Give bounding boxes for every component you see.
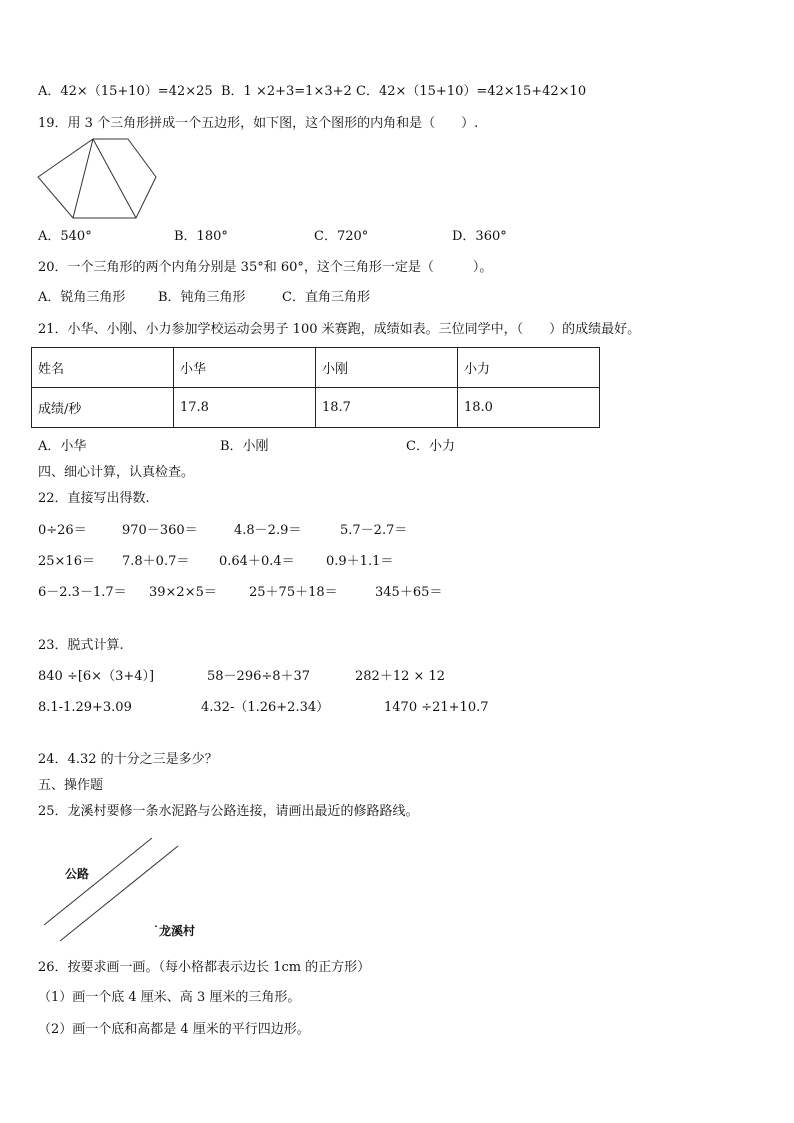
calc-item: 282＋12 × 12 <box>355 669 446 684</box>
road-label: 公路 <box>65 867 90 881</box>
q21-question: 21．小华、小刚、小力参加学校运动会男子 100 米赛跑，成绩如表。三位同学中，（ ）的成绩最好。 <box>38 322 641 337</box>
table-cell: 小华 <box>174 348 316 388</box>
road-line-1 <box>44 838 152 925</box>
table-cell: 小刚 <box>316 348 458 388</box>
q18-option-a: A．42×（15+10）=42×25 <box>38 84 213 99</box>
q19-option-b: B．180° <box>174 229 228 244</box>
q21-option-a: A．小华 <box>38 439 87 454</box>
table-cell: 成绩/秒 <box>32 388 174 428</box>
q19-question: 19．用 3 个三角形拼成一个五边形，如下图，这个图形的内角和是（ ）. <box>38 116 479 131</box>
table-cell: 小力 <box>458 348 600 388</box>
table-cell: 18.0 <box>458 388 600 428</box>
q19-option-c: C．720° <box>314 229 369 244</box>
q18-option-c: C．42×（15+10）=42×15+42×10 <box>356 84 587 99</box>
q21-option-c: C．小力 <box>406 439 455 454</box>
q20-option-a: A．锐角三角形 <box>38 290 126 305</box>
calc-item: 0.9＋1.1＝ <box>326 554 394 569</box>
calc-item: 58－296÷8＋37 <box>207 669 311 684</box>
q20-option-b: B．钝角三角形 <box>158 290 246 305</box>
q22-question: 22．直接写出得数. <box>38 491 150 506</box>
q24-question: 24．4.32 的十分之三是多少？ <box>38 752 218 767</box>
q26-sub-1: （1）画一个底 4 厘米、高 3 厘米的三角形。 <box>38 990 301 1005</box>
q20-option-c: C．直角三角形 <box>282 290 370 305</box>
calc-item: 6－2.3－1.7＝ <box>38 585 127 600</box>
village-label: ˙龙溪村 <box>153 924 196 938</box>
calc-item: 4.32-（1.26+2.34） <box>201 700 330 715</box>
calc-item: 970－360＝ <box>122 523 198 538</box>
calc-item: 1470 ÷21+10.7 <box>384 700 489 715</box>
section-4-heading: 四、细心计算，认真检查。 <box>38 465 195 480</box>
q21-option-b: B．小刚 <box>220 439 269 454</box>
q18-option-b: B．1 ×2+3=1×3+2 <box>221 84 352 99</box>
q26-sub-2: （2）画一个底和高都是 4 厘米的平行四边形。 <box>38 1022 310 1037</box>
calc-item: 7.8＋0.7＝ <box>122 554 190 569</box>
calc-item: 345＋65＝ <box>375 585 443 600</box>
q20-question: 20．一个三角形的两个内角分别是 35°和 60°，这个三角形一定是（ ）。 <box>38 260 493 275</box>
section-5-heading: 五、操作题 <box>38 778 104 793</box>
calc-item: 4.8－2.9＝ <box>234 523 302 538</box>
q23-question: 23．脱式计算. <box>38 638 124 653</box>
calc-item: 25＋75＋18＝ <box>249 585 338 600</box>
q19-option-d: D．360° <box>452 229 507 244</box>
q19-option-a: A．540° <box>38 229 92 244</box>
calc-item: 840 ÷[6×（3+4）] <box>38 669 155 684</box>
table-cell: 姓名 <box>32 348 174 388</box>
calc-item: 39×2×5＝ <box>149 585 217 600</box>
q26-question: 26．按要求画一画。（每小格都表示边长 1cm 的正方形） <box>38 960 371 975</box>
calc-item: 0.64＋0.4＝ <box>219 554 295 569</box>
table-cell: 17.8 <box>174 388 316 428</box>
calc-item: 8.1-1.29+3.09 <box>38 700 132 715</box>
calc-item: 0÷26＝ <box>38 523 87 538</box>
calc-item: 5.7－2.7＝ <box>340 523 408 538</box>
table-cell: 18.7 <box>316 388 458 428</box>
q25-question: 25．龙溪村要修一条水泥路与公路连接，请画出最近的修路路线。 <box>38 804 419 819</box>
calc-item: 25×16＝ <box>38 554 95 569</box>
